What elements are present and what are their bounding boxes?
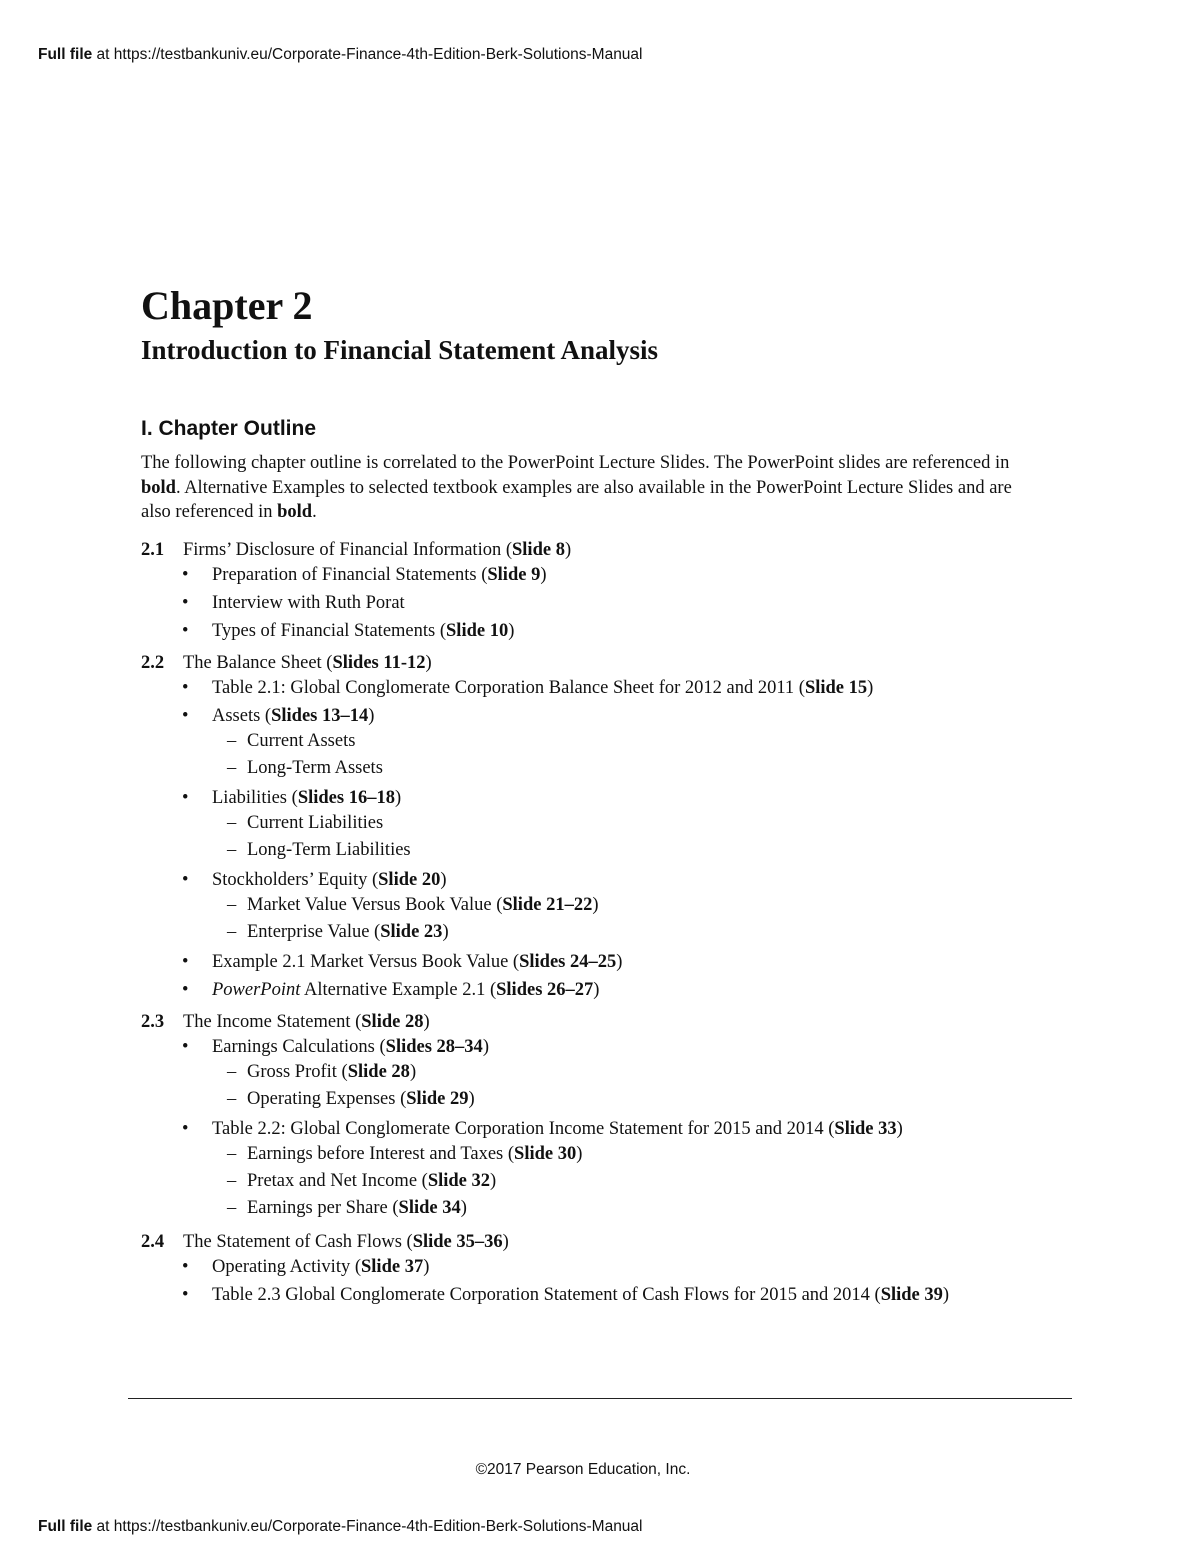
slide-reference: Slide 10 <box>446 621 509 641</box>
dash-icon: – <box>227 1171 237 1191</box>
outline-bullet-item <box>141 591 1041 615</box>
close-paren: ) <box>616 952 623 972</box>
outline-section <box>141 1009 1041 1222</box>
outline-sub-item <box>141 728 1041 755</box>
section-heading: I. Chapter Outline <box>141 417 317 440</box>
slide-reference: Slide 34 <box>398 1198 461 1218</box>
outline-text: Long-Term Assets <box>247 758 383 778</box>
intro-bold-2: bold <box>277 502 313 522</box>
outline-sub-item <box>141 1141 1041 1168</box>
outline-text: Market Value Versus Book Value ( <box>247 895 503 915</box>
outline-sub-item <box>141 1195 1041 1222</box>
outline-sub-item <box>141 1168 1041 1195</box>
slide-reference: Slide 39 <box>880 1285 943 1305</box>
close-paren: ) <box>896 1119 903 1139</box>
outline-text: Stockholders’ Equity ( <box>212 870 379 890</box>
outline-bullet-item <box>141 1283 1041 1307</box>
bullet-icon: • <box>182 678 189 698</box>
outline-section <box>141 1229 1041 1307</box>
banner-label: Full file <box>38 1518 93 1535</box>
dash-icon: – <box>227 922 237 942</box>
section-number: 2.1 <box>141 540 165 560</box>
outline-bullet-item <box>141 704 1041 728</box>
slide-reference: Slides 26–27 <box>496 980 594 1000</box>
outline-text: Earnings Calculations ( <box>212 1037 386 1057</box>
close-paren: ) <box>423 1257 430 1277</box>
outline-bullet-item <box>141 1035 1041 1059</box>
bottom-download-banner <box>38 1518 643 1536</box>
bullet-icon: • <box>182 870 189 890</box>
dash-icon: – <box>227 813 237 833</box>
outline-bullet-item <box>141 619 1041 643</box>
close-paren: ) <box>576 1144 583 1164</box>
close-paren: ) <box>468 1089 475 1109</box>
outline-bullet-item <box>141 676 1041 700</box>
intro-paragraph <box>141 451 1021 525</box>
outline-bullet-item <box>141 786 1041 810</box>
outline-text: Earnings before Interest and Taxes ( <box>247 1144 515 1164</box>
outline-text: Interview with Ruth Porat <box>212 593 405 613</box>
copyright-notice: ©2017 Pearson Education, Inc. <box>475 1461 691 1478</box>
dash-icon: – <box>227 1198 237 1218</box>
outline-text: Current Liabilities <box>247 813 384 833</box>
outline-sub-item <box>141 755 1041 782</box>
slide-reference: Slide 37 <box>361 1257 424 1277</box>
outline-text: Operating Expenses ( <box>247 1089 407 1109</box>
outline-text: Pretax and Net Income ( <box>247 1171 428 1191</box>
outline-text: Enterprise Value ( <box>247 922 381 942</box>
bullet-icon: • <box>182 593 189 613</box>
dash-icon: – <box>227 1062 237 1082</box>
outline-sub-item <box>141 810 1041 837</box>
slide-reference: Slides 11-12 <box>332 653 426 673</box>
section-title-text <box>183 1229 509 1255</box>
section-number: 2.4 <box>141 1232 165 1252</box>
bullet-icon: • <box>182 952 189 972</box>
close-paren: ) <box>460 1198 467 1218</box>
dash-icon: – <box>227 895 237 915</box>
outline-text: Example 2.1 Market Versus Book Value ( <box>212 952 520 972</box>
bullet-icon: • <box>182 1257 189 1277</box>
slide-reference: Slide 32 <box>427 1171 491 1191</box>
outline-sub-item <box>141 1059 1041 1086</box>
slide-reference: Slides 13–14 <box>271 706 369 726</box>
close-paren: ) <box>564 540 572 560</box>
bullet-icon: • <box>182 565 189 585</box>
slide-reference: Slide 8 <box>512 540 565 560</box>
dash-icon: – <box>227 840 237 860</box>
bullet-icon: • <box>182 980 189 1000</box>
close-paren: ) <box>867 678 874 698</box>
outline-text: Operating Activity ( <box>212 1257 361 1277</box>
outline-bullet-item <box>141 563 1041 587</box>
slide-reference: Slide 23 <box>380 922 443 942</box>
italic-term: PowerPoint <box>212 980 301 1000</box>
slide-reference: Slides 24–25 <box>519 952 617 972</box>
intro-text-2: . Alternative Examples to selected textbook examples are also available in the PowerPoint Lecture Slides and are also referenced in <box>141 477 1012 522</box>
section-title <box>141 1009 1041 1035</box>
close-paren: ) <box>592 895 599 915</box>
top-download-banner <box>38 46 643 64</box>
outline-text: Firms’ Disclosure of Financial Information ( <box>183 540 512 560</box>
chapter-subtitle: Introduction to Financial Statement Analysis <box>141 335 659 365</box>
outline-text: Table 2.3 Global Conglomerate Corporation Statement of Cash Flows for 2015 and 2014 ( <box>212 1285 881 1305</box>
chapter-outline <box>141 537 1041 1314</box>
bullet-icon: • <box>182 1119 189 1139</box>
section-number: 2.2 <box>141 653 165 673</box>
section-title <box>141 537 1041 563</box>
outline-sub-item <box>141 919 1041 946</box>
outline-text: The Balance Sheet ( <box>183 653 333 673</box>
outline-bullet-item <box>141 868 1041 892</box>
slide-reference: Slide 9 <box>487 565 541 585</box>
slide-reference: Slides 16–18 <box>297 788 395 808</box>
bullet-icon: • <box>182 1285 189 1305</box>
outline-text: Earnings per Share ( <box>247 1198 399 1218</box>
outline-bullet-item <box>141 978 1041 1002</box>
intro-bold-1: bold <box>141 477 176 498</box>
outline-section <box>141 650 1041 1002</box>
outline-sub-item <box>141 837 1041 864</box>
outline-text: Assets ( <box>212 706 272 726</box>
section-title-text <box>183 650 432 676</box>
close-paren: ) <box>425 653 432 673</box>
slide-reference: Slide 33 <box>834 1119 897 1139</box>
outline-sub-item <box>141 892 1041 919</box>
outline-bullet-item <box>141 1255 1041 1279</box>
slide-reference: Slide 20 <box>378 870 441 890</box>
slide-reference: Slide 29 <box>406 1089 469 1109</box>
outline-sub-item <box>141 1086 1041 1113</box>
slide-reference: Slide 28 <box>361 1012 424 1032</box>
outline-bullet-item <box>141 1117 1041 1141</box>
slide-reference: Slide 30 <box>514 1144 577 1164</box>
close-paren: ) <box>540 565 547 585</box>
footer-rule <box>128 1398 1072 1399</box>
dash-icon: – <box>227 758 237 778</box>
banner-url-text: at https://testbankuniv.eu/Corporate-Finance-4th-Edition-Berk-Solutions-Manual <box>92 46 643 63</box>
slide-reference: Slides 28–34 <box>385 1037 483 1057</box>
bullet-icon: • <box>182 706 189 726</box>
intro-text-3: . <box>312 502 317 522</box>
outline-text: Table 2.2: Global Conglomerate Corporation Income Statement for 2015 and 2014 ( <box>212 1119 835 1139</box>
section-title <box>141 1229 1041 1255</box>
banner-url-text: at https://testbankuniv.eu/Corporate-Finance-4th-Edition-Berk-Solutions-Manual <box>92 1518 643 1535</box>
outline-text: Preparation of Financial Statements ( <box>212 565 488 585</box>
close-paren: ) <box>442 922 449 942</box>
section-title-text <box>183 1009 430 1035</box>
bullet-icon: • <box>182 788 189 808</box>
slide-reference: Slide 35–36 <box>412 1232 503 1252</box>
close-paren: ) <box>368 706 375 726</box>
close-paren: ) <box>440 870 447 890</box>
close-paren: ) <box>593 980 600 1000</box>
close-paren: ) <box>490 1171 497 1191</box>
outline-bullet-item <box>141 950 1041 974</box>
chapter-title: Chapter 2 <box>141 283 313 328</box>
outline-text: Long-Term Liabilities <box>247 840 411 860</box>
intro-text-1: The following chapter outline is correlated to the PowerPoint Lecture Slides. The PowerPoint slides are referenced in <box>141 453 1010 473</box>
slide-reference: Slide 21–22 <box>502 895 593 915</box>
bullet-icon: • <box>182 621 189 641</box>
outline-text: Liabilities ( <box>212 788 298 808</box>
bullet-icon: • <box>182 1037 189 1057</box>
outline-text: The Income Statement ( <box>183 1012 362 1032</box>
outline-section <box>141 537 1041 643</box>
outline-text: Types of Financial Statements ( <box>212 621 447 641</box>
close-paren: ) <box>942 1285 950 1305</box>
close-paren: ) <box>482 1037 489 1057</box>
outline-text: The Statement of Cash Flows ( <box>183 1232 413 1252</box>
close-paren: ) <box>502 1232 509 1252</box>
section-number: 2.3 <box>141 1012 165 1032</box>
outline-text: Gross Profit ( <box>247 1062 348 1082</box>
slide-reference: Slide 15 <box>804 678 868 698</box>
slide-reference: Slide 28 <box>347 1062 410 1082</box>
section-title-text <box>183 537 571 563</box>
dash-icon: – <box>227 1089 237 1109</box>
outline-text: Alternative Example 2.1 ( <box>300 980 497 1000</box>
close-paren: ) <box>394 788 402 808</box>
outline-text: Table 2.1: Global Conglomerate Corporation Balance Sheet for 2012 and 2011 ( <box>212 678 805 698</box>
outline-text: Current Assets <box>247 731 356 751</box>
close-paren: ) <box>409 1062 417 1082</box>
dash-icon: – <box>227 731 237 751</box>
section-title <box>141 650 1041 676</box>
close-paren: ) <box>423 1012 430 1032</box>
banner-label: Full file <box>38 46 93 63</box>
dash-icon: – <box>227 1144 237 1164</box>
close-paren: ) <box>508 621 515 641</box>
